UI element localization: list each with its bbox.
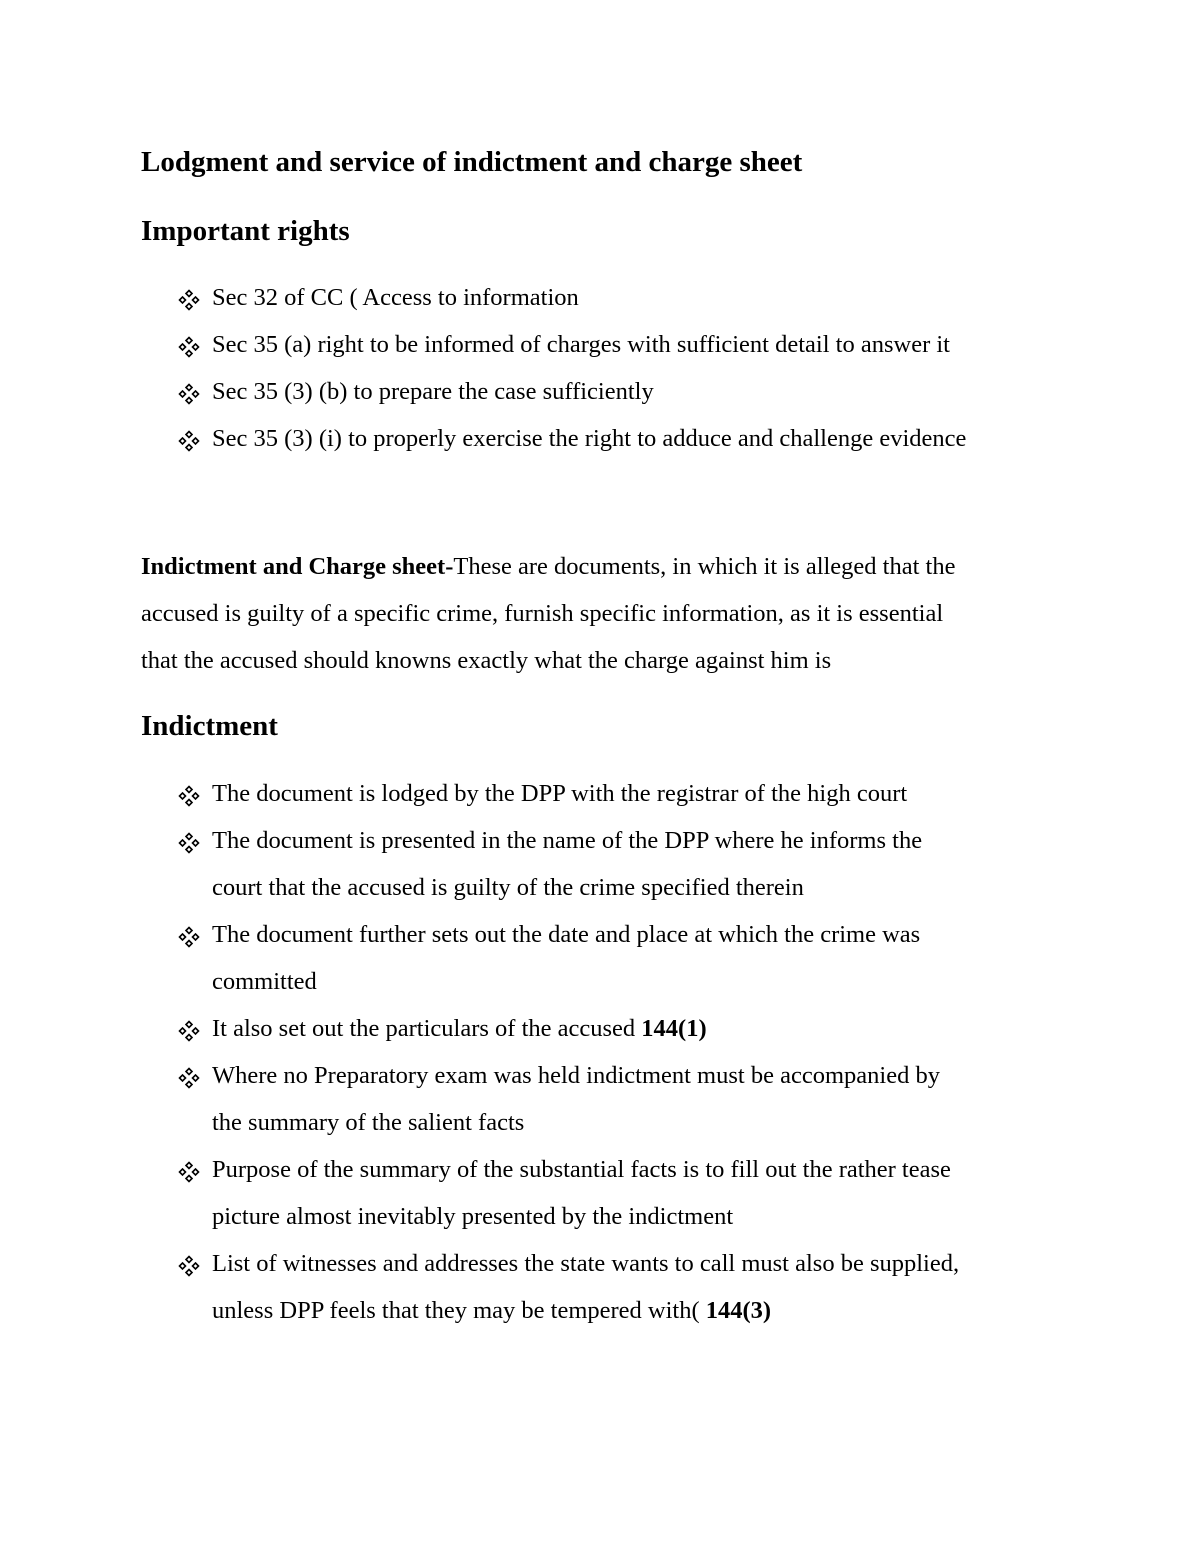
list-item-text: Sec 35 (3) (i) to properly exercise the right to adduce and challenge evidence (212, 425, 967, 452)
list-item-text: committed (212, 968, 317, 995)
diamond-bullet-icon (178, 289, 200, 311)
diamond-bullet-icon (178, 336, 200, 358)
list-item (178, 368, 966, 415)
indictment-heading: Indictment (141, 710, 278, 742)
list-item-text: court that the accused is guilty of the crime specified therein (212, 874, 804, 901)
list-item-line (212, 911, 959, 958)
list-item-line (212, 817, 959, 864)
list-item-text: picture almost inevitably presented by the indictment (212, 1203, 734, 1230)
section-reference: 144(3) (705, 1297, 772, 1324)
list-item-text: Sec 35 (3) (b) to prepare the case sufficiently (212, 378, 654, 405)
list-item-text: The document further sets out the date and place at which the crime was (212, 921, 921, 948)
list-item-line (212, 1240, 959, 1287)
list-item-text: the summary of the salient facts (212, 1109, 525, 1136)
list-item (178, 274, 966, 321)
list-item (178, 321, 966, 368)
list-item-text: unless DPP feels that they may be tempered with( (212, 1297, 706, 1324)
definition-line: accused is guilty of a specific crime, furnish specific information, as it is essential (141, 600, 944, 627)
list-item-line (212, 1146, 959, 1193)
list-item (178, 770, 959, 817)
list-item-text: Purpose of the summary of the substantial facts is to fill out the rather tease (212, 1156, 951, 1183)
list-item-line (212, 958, 959, 1005)
list-item-line (212, 1005, 959, 1052)
rights-list (178, 274, 966, 462)
diamond-bullet-icon (178, 1255, 200, 1277)
list-item-text: It also set out the particulars of the accused (212, 1015, 642, 1042)
definition-line: that the accused should knowns exactly what the charge against him is (141, 647, 832, 674)
indictment-list (178, 770, 959, 1334)
diamond-bullet-icon (178, 785, 200, 807)
list-item-text: Sec 32 of CC ( Access to information (212, 284, 579, 311)
definition-term: Indictment and Charge sheet- (141, 553, 454, 580)
definition-text: These are documents, in which it is alleged that the (453, 553, 956, 580)
list-item-line (212, 1099, 959, 1146)
list-item (178, 415, 966, 462)
diamond-bullet-icon (178, 430, 200, 452)
section-reference: 144(1) (641, 1015, 707, 1042)
list-item-line (212, 1193, 959, 1240)
list-item (178, 1005, 959, 1052)
list-item-line (212, 770, 959, 817)
list-item-text: Sec 35 (a) right to be informed of charges with sufficient detail to answer it (212, 331, 950, 358)
list-item-line (212, 1052, 959, 1099)
list-item (178, 1052, 959, 1146)
diamond-bullet-icon (178, 383, 200, 405)
diamond-bullet-icon (178, 1161, 200, 1183)
list-item (178, 1240, 959, 1334)
list-item-text: The document is presented in the name of the DPP where he informs the (212, 827, 923, 854)
diamond-bullet-icon (178, 926, 200, 948)
list-item-line (212, 1287, 959, 1334)
list-item-text: The document is lodged by the DPP with the registrar of the high court (212, 780, 908, 807)
diamond-bullet-icon (178, 1020, 200, 1042)
list-item-text: List of witnesses and addresses the state wants to call must also be supplied, (212, 1250, 960, 1277)
list-item (178, 911, 959, 1005)
definition-paragraph (141, 543, 955, 684)
list-item (178, 817, 959, 911)
list-item (178, 1146, 959, 1240)
page-title: Lodgment and service of indictment and charge sheet (141, 146, 803, 178)
rights-heading: Important rights (141, 215, 350, 247)
diamond-bullet-icon (178, 1067, 200, 1089)
diamond-bullet-icon (178, 832, 200, 854)
list-item-text: Where no Preparatory exam was held indictment must be accompanied by (212, 1062, 940, 1089)
list-item-line (212, 864, 959, 911)
definition-line (141, 543, 955, 590)
